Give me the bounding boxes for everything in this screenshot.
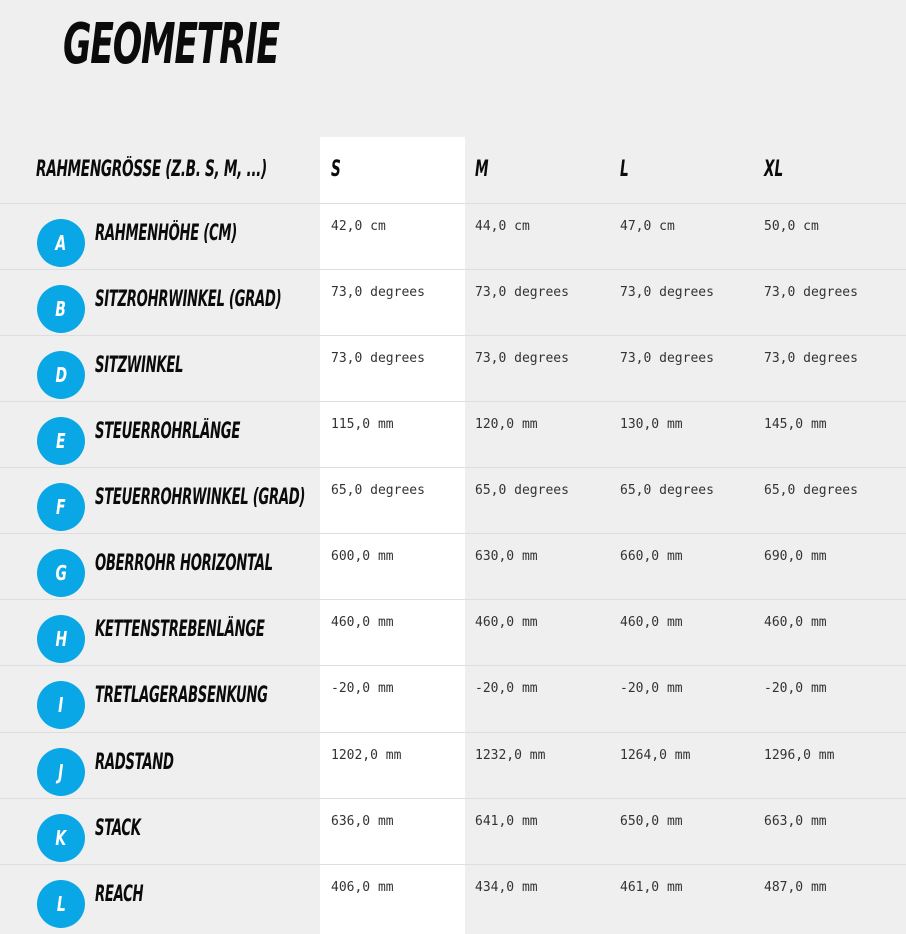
dimension-label: TRETLAGERABSENKUNG: [95, 683, 268, 708]
size-header-xl: XL: [764, 157, 784, 182]
value-cell-m: 73,0 degrees: [475, 351, 569, 366]
value-cell-l: 1264,0 mm: [620, 748, 691, 763]
size-header-m: M: [475, 157, 489, 182]
value-cell-xl: 50,0 cm: [764, 219, 819, 234]
value-cell-m: 44,0 cm: [475, 219, 530, 234]
dimension-label: STEUERROHRLÄNGE: [95, 419, 241, 444]
value-cell-m: 1232,0 mm: [475, 748, 546, 763]
dimension-label: STACK: [95, 816, 141, 841]
dimension-letter: I: [58, 693, 64, 717]
value-cell-s: -20,0 mm: [331, 681, 394, 696]
dimension-letter-badge: [37, 880, 85, 928]
dimension-letter-badge: [37, 483, 85, 531]
dimension-label: OBERROHR HORIZONTAL: [95, 551, 273, 576]
dimension-letter: F: [56, 495, 66, 519]
value-cell-l: 650,0 mm: [620, 814, 683, 829]
dimension-label: SITZROHRWINKEL (GRAD): [95, 287, 282, 312]
value-cell-s: 406,0 mm: [331, 880, 394, 895]
value-cell-s: 65,0 degrees: [331, 483, 425, 498]
size-header-s: S: [331, 157, 341, 182]
value-cell-m: 120,0 mm: [475, 417, 538, 432]
value-cell-l: 461,0 mm: [620, 880, 683, 895]
value-cell-l: 660,0 mm: [620, 549, 683, 564]
dimension-letter: K: [55, 826, 67, 850]
dimension-label: STEUERROHRWINKEL (GRAD): [95, 485, 306, 510]
value-cell-l: 73,0 degrees: [620, 351, 714, 366]
value-cell-m: 460,0 mm: [475, 615, 538, 630]
table-row: [0, 467, 906, 534]
table-row: [0, 269, 906, 336]
dimension-letter: J: [58, 760, 64, 784]
value-cell-s: 42,0 cm: [331, 219, 386, 234]
dimension-letter: A: [55, 231, 67, 255]
value-cell-l: 47,0 cm: [620, 219, 675, 234]
value-cell-xl: 460,0 mm: [764, 615, 827, 630]
dimension-letter-badge: [37, 417, 85, 465]
value-cell-xl: 690,0 mm: [764, 549, 827, 564]
value-cell-l: 460,0 mm: [620, 615, 683, 630]
value-cell-s: 460,0 mm: [331, 615, 394, 630]
frame-size-header: RAHMENGRÖSSE (Z.B. S, M, ...): [36, 157, 267, 182]
value-cell-xl: 73,0 degrees: [764, 285, 858, 300]
table-row: [0, 401, 906, 468]
value-cell-xl: -20,0 mm: [764, 681, 827, 696]
dimension-label: SITZWINKEL: [95, 353, 184, 378]
table-row: [0, 798, 906, 865]
value-cell-m: 630,0 mm: [475, 549, 538, 564]
dimension-letter-badge: [37, 285, 85, 333]
value-cell-m: 73,0 degrees: [475, 285, 569, 300]
dimension-letter: D: [55, 363, 67, 387]
dimension-label: REACH: [95, 882, 144, 907]
dimension-letter: L: [56, 892, 66, 916]
dimension-letter-badge: [37, 748, 85, 796]
size-header-l: L: [620, 157, 629, 182]
value-cell-s: 1202,0 mm: [331, 748, 402, 763]
value-cell-xl: 663,0 mm: [764, 814, 827, 829]
value-cell-l: 73,0 degrees: [620, 285, 714, 300]
table-row: [0, 335, 906, 402]
value-cell-xl: 65,0 degrees: [764, 483, 858, 498]
geometry-table: [0, 137, 906, 934]
value-cell-s: 73,0 degrees: [331, 285, 425, 300]
dimension-label: RAHMENHÖHE (CM): [95, 221, 237, 246]
value-cell-m: 641,0 mm: [475, 814, 538, 829]
dimension-letter-badge: [37, 681, 85, 729]
value-cell-l: -20,0 mm: [620, 681, 683, 696]
table-row: [0, 533, 906, 600]
value-cell-s: 115,0 mm: [331, 417, 394, 432]
dimension-letter-badge: [37, 615, 85, 663]
value-cell-xl: 73,0 degrees: [764, 351, 858, 366]
value-cell-xl: 487,0 mm: [764, 880, 827, 895]
value-cell-xl: 145,0 mm: [764, 417, 827, 432]
page-title: GEOMETRIE: [63, 12, 279, 77]
table-row: [0, 732, 906, 799]
dimension-label: RADSTAND: [95, 750, 174, 775]
dimension-letter: E: [56, 429, 66, 453]
value-cell-xl: 1296,0 mm: [764, 748, 835, 763]
value-cell-s: 73,0 degrees: [331, 351, 425, 366]
value-cell-s: 636,0 mm: [331, 814, 394, 829]
dimension-label: KETTENSTREBENLÄNGE: [95, 617, 265, 642]
table-row: [0, 203, 906, 270]
table-row: [0, 599, 906, 666]
dimension-letter-badge: [37, 351, 85, 399]
dimension-letter-badge: [37, 814, 85, 862]
dimension-letter-badge: [37, 219, 85, 267]
value-cell-m: 65,0 degrees: [475, 483, 569, 498]
table-row: [0, 665, 906, 732]
dimension-letter: H: [55, 627, 67, 651]
value-cell-l: 65,0 degrees: [620, 483, 714, 498]
value-cell-m: -20,0 mm: [475, 681, 538, 696]
table-row: [0, 864, 906, 931]
value-cell-l: 130,0 mm: [620, 417, 683, 432]
dimension-letter-badge: [37, 549, 85, 597]
dimension-letter: G: [55, 561, 67, 585]
dimension-letter: B: [55, 297, 67, 321]
value-cell-m: 434,0 mm: [475, 880, 538, 895]
table-header-row: [0, 137, 906, 203]
value-cell-s: 600,0 mm: [331, 549, 394, 564]
